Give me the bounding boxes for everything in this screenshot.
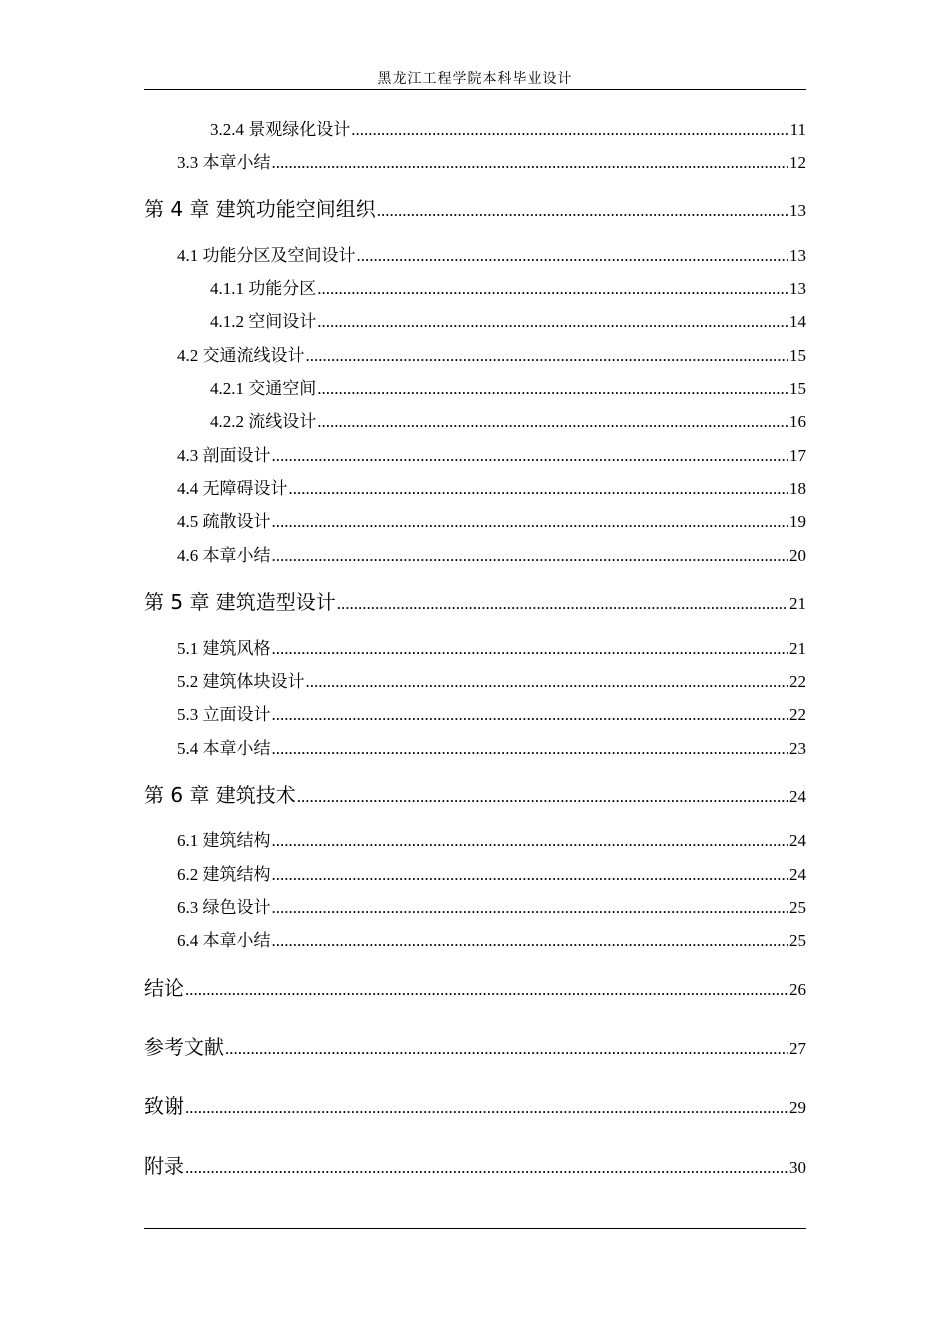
- toc-entry[interactable]: [144, 477, 806, 501]
- toc-entry[interactable]: [144, 863, 806, 887]
- toc-page-number: 17: [789, 446, 806, 465]
- toc-page-number: 13: [789, 201, 806, 220]
- toc-page-number: 29: [789, 1098, 806, 1117]
- toc-dot-leader: [272, 444, 789, 468]
- page-header-title: 黑龙江工程学院本科毕业设计: [377, 71, 573, 87]
- toc-dot-leader: [225, 1035, 788, 1063]
- toc-entry-label: 5.3 立面设计: [177, 705, 271, 724]
- toc-entry-label: 5.2 建筑体块设计: [177, 672, 305, 691]
- footer-rule: [144, 1228, 806, 1229]
- toc-page-number: 24: [789, 787, 806, 806]
- toc-chapter-label: 附录: [144, 1154, 184, 1178]
- toc-entry[interactable]: [144, 737, 806, 761]
- toc-entry-label: 5.4 本章小结: [177, 739, 271, 758]
- toc-entry-label: 4.2.1 交通空间: [210, 379, 317, 398]
- toc-dot-leader: [337, 590, 788, 618]
- toc-dot-leader: [377, 197, 788, 225]
- toc-page-number: 20: [789, 546, 806, 565]
- toc-page-number: 30: [789, 1158, 806, 1177]
- toc-dot-leader: [272, 737, 789, 761]
- toc-dot-leader: [185, 1094, 788, 1122]
- toc-entry[interactable]: [144, 118, 806, 142]
- toc-dot-leader: [272, 703, 789, 727]
- toc-chapter-label: 第 4 章 建筑功能空间组织: [144, 197, 376, 221]
- toc-entry-label: 6.2 建筑结构: [177, 865, 271, 884]
- toc-entry[interactable]: [144, 829, 806, 853]
- toc-page-number: 22: [789, 672, 806, 691]
- toc-chapter-entry[interactable]: [144, 974, 806, 1004]
- toc-chapter-entry[interactable]: [144, 1033, 806, 1063]
- toc-chapter-entry[interactable]: [144, 781, 806, 811]
- toc-entry[interactable]: [144, 151, 806, 175]
- toc-chapter-label: 第 6 章 建筑技术: [144, 783, 296, 807]
- toc-dot-leader: [272, 510, 789, 534]
- toc-page-number: 19: [789, 512, 806, 531]
- toc-page-number: 25: [789, 898, 806, 917]
- toc-chapter-label: 参考文献: [144, 1035, 224, 1059]
- toc-page-number: 16: [789, 412, 806, 431]
- toc-dot-leader: [272, 863, 789, 887]
- toc-page-number: 18: [789, 479, 806, 498]
- toc-entry[interactable]: [144, 344, 806, 368]
- toc-dot-leader: [185, 1154, 788, 1182]
- toc-chapter-entry[interactable]: [144, 195, 806, 225]
- toc-page-number: 13: [789, 246, 806, 265]
- toc-entry-label: 6.1 建筑结构: [177, 831, 271, 850]
- toc-dot-leader: [297, 783, 788, 811]
- toc-entry[interactable]: [144, 244, 806, 268]
- toc-dot-leader: [306, 670, 789, 694]
- toc-dot-leader: [317, 277, 788, 301]
- toc-chapter-entry[interactable]: [144, 1092, 806, 1122]
- toc-entry[interactable]: [144, 929, 806, 953]
- toc-entry[interactable]: [144, 377, 806, 401]
- toc-page-number: 22: [789, 705, 806, 724]
- toc-entry-label: 3.2.4 景观绿化设计: [210, 120, 351, 139]
- toc-page-number: 27: [789, 1039, 806, 1058]
- toc-entry-label: 4.1.2 空间设计: [210, 312, 317, 331]
- toc-page-number: 14: [789, 312, 806, 331]
- toc-dot-leader: [317, 410, 788, 434]
- toc-entry-label: 5.1 建筑风格: [177, 639, 271, 658]
- toc-page-number: 25: [789, 931, 806, 950]
- toc-entry[interactable]: [144, 444, 806, 468]
- toc-dot-leader: [317, 310, 788, 334]
- toc-dot-leader: [272, 829, 789, 853]
- toc-page-number: 21: [789, 639, 806, 658]
- toc-entry-label: 6.4 本章小结: [177, 931, 271, 950]
- toc-entry[interactable]: [144, 310, 806, 334]
- toc-page-number: 26: [789, 980, 806, 999]
- toc-entry-label: 3.3 本章小结: [177, 153, 271, 172]
- toc-dot-leader: [272, 896, 789, 920]
- toc-dot-leader: [272, 929, 789, 953]
- toc-chapter-entry[interactable]: [144, 588, 806, 618]
- toc-entry-label: 4.1 功能分区及空间设计: [177, 246, 356, 265]
- toc-page-number: 15: [789, 379, 806, 398]
- toc-page-number: 24: [789, 865, 806, 884]
- toc-page-number: 21: [789, 594, 806, 613]
- toc-entry-label: 4.4 无障碍设计: [177, 479, 288, 498]
- toc-page-number: 13: [789, 279, 806, 298]
- toc-page-number: 24: [789, 831, 806, 850]
- toc-dot-leader: [185, 976, 788, 1004]
- toc-dot-leader: [351, 118, 788, 142]
- toc-entry-label: 4.2 交通流线设计: [177, 346, 305, 365]
- toc-dot-leader: [317, 377, 788, 401]
- toc-entry-label: 4.5 疏散设计: [177, 512, 271, 531]
- toc-page-number: 15: [789, 346, 806, 365]
- toc-entry[interactable]: [144, 410, 806, 434]
- toc-dot-leader: [289, 477, 789, 501]
- toc-chapter-label: 致谢: [144, 1094, 184, 1118]
- toc-dot-leader: [357, 244, 789, 268]
- toc-dot-leader: [272, 544, 789, 568]
- toc-page-number: 11: [789, 120, 806, 139]
- toc-entry-label: 6.3 绿色设计: [177, 898, 271, 917]
- toc-chapter-entry[interactable]: [144, 1152, 806, 1182]
- toc-entry[interactable]: [144, 703, 806, 727]
- toc-page-number: 12: [789, 153, 806, 172]
- toc-chapter-label: 结论: [144, 976, 184, 1000]
- toc-entry-label: 4.3 剖面设计: [177, 446, 271, 465]
- toc-entry-label: 4.2.2 流线设计: [210, 412, 317, 431]
- toc-entry[interactable]: [144, 637, 806, 661]
- toc-page-number: 23: [789, 739, 806, 758]
- toc-entry[interactable]: [144, 277, 806, 301]
- toc-dot-leader: [306, 344, 789, 368]
- toc-dot-leader: [272, 637, 789, 661]
- toc-entry-label: 4.1.1 功能分区: [210, 279, 317, 298]
- toc-entry[interactable]: [144, 670, 806, 694]
- toc-entry-label: 4.6 本章小结: [177, 546, 271, 565]
- toc-entry[interactable]: [144, 896, 806, 920]
- toc-entry[interactable]: [144, 544, 806, 568]
- toc-dot-leader: [272, 151, 789, 175]
- header-rule: [144, 89, 806, 90]
- toc-entry[interactable]: [144, 510, 806, 534]
- toc-chapter-label: 第 5 章 建筑造型设计: [144, 590, 336, 614]
